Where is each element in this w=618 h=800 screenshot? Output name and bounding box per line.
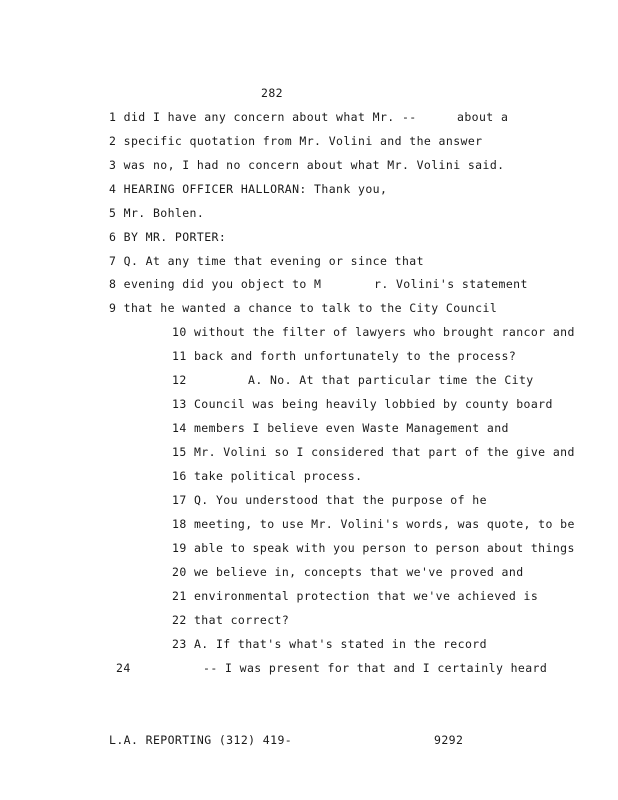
transcript-line: 17 Q. You understood that the purpose of he [172,493,487,507]
transcript-line: 1 did I have any concern about what Mr. -- [109,110,417,124]
transcript-line: 16 take political process. [172,469,363,483]
footer-reporter: L.A. REPORTING (312) 419- [109,733,293,747]
transcript-line: 21 environmental protection that we've achieved is [172,589,539,603]
transcript-line: 18 meeting, to use Mr. Volini's words, was quote, to be [172,517,575,531]
page-number: 282 [261,86,283,100]
transcript-line: 19 able to speak with you person to person about things [172,541,575,555]
transcript-line: r. Volini's statement [374,277,528,291]
transcript-line: 4 HEARING OFFICER HALLORAN: Thank you, [109,182,388,196]
transcript-line: 14 members I believe even Waste Management and [172,421,509,435]
transcript-line: 5 Mr. Bohlen. [109,206,205,220]
transcript-line: A. No. At that particular time the City [248,373,534,387]
transcript-line: -- I was present for that and I certainly heard [203,661,548,675]
transcript-line: 24 [116,661,131,675]
transcript-line: 22 that correct? [172,613,290,627]
transcript-line: 23 A. If that's what's stated in the record [172,637,487,651]
transcript-line: about a [457,110,509,124]
transcript-line: 13 Council was being heavily lobbied by county board [172,397,553,411]
transcript-line: 8 evening did you object to M [109,277,322,291]
footer-phone-suffix: 9292 [434,733,464,747]
transcript-line: 6 BY MR. PORTER: [109,230,227,244]
transcript-line: 3 was no, I had no concern about what Mr. Volini said. [109,158,505,172]
transcript-line: 11 back and forth unfortunately to the process? [172,349,517,363]
transcript-line: 12 [172,373,187,387]
transcript-line: 9 that he wanted a chance to talk to the City Council [109,301,498,315]
transcript-line: 15 Mr. Volini so I considered that part of the give and [172,445,575,459]
transcript-line: 2 specific quotation from Mr. Volini and the answer [109,134,483,148]
transcript-line: 20 we believe in, concepts that we've proved and [172,565,524,579]
transcript-line: 10 without the filter of lawyers who brought rancor and [172,325,575,339]
transcript-line: 7 Q. At any time that evening or since that [109,254,424,268]
